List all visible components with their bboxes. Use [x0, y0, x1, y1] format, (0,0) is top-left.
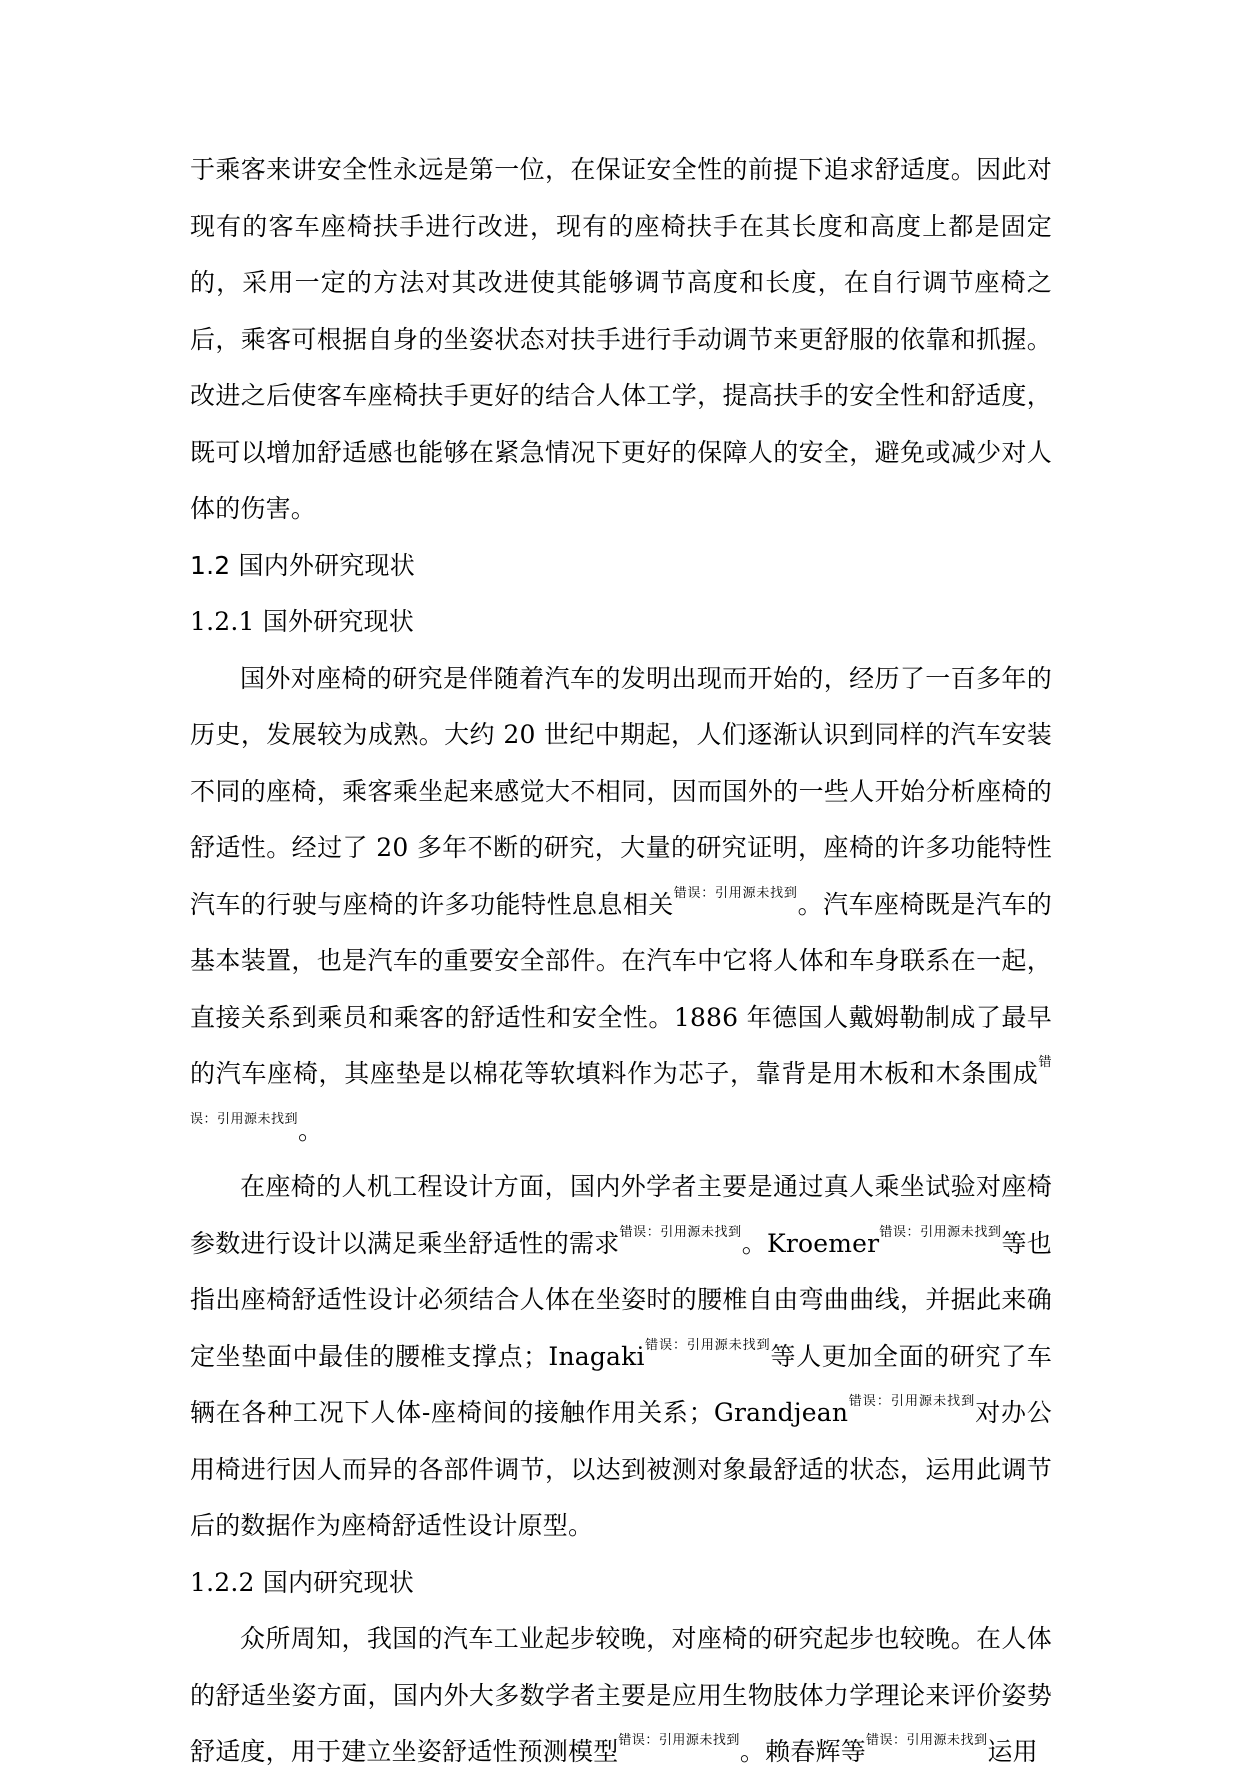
citation-error: 错误：引用源未找到 — [644, 1337, 771, 1353]
citation-error: 错误：引用源未找到 — [865, 1733, 988, 1748]
paragraph-domestic — [190, 1611, 1052, 1781]
citation-error: 错误：引用源未找到 — [619, 1224, 742, 1240]
text-run: 运用 — [987, 1737, 1038, 1766]
body-text — [190, 142, 1052, 1781]
text-run: 国外对座椅的研究是伴随着汽车的发明出现而开始的，经历了一百多年的历史，发展较为成熟。大约 20 世纪中期起，人们逐渐认识到同样的汽车安装不同的座椅，乘客乘坐起来感觉大不相同，因而国外的一些人开始分析座椅的舒适性。经过了 20 多年不断的研究，大量的研究证明，座椅的许多功能特性汽车的行驶与座椅的许多功能特性息息相关 — [190, 663, 1052, 919]
citation-error: 错误：引用源未找到 — [879, 1224, 1002, 1240]
paragraph-intro: 于乘客来讲安全性永远是第一位，在保证安全性的前提下追求舒适度。因此对现有的客车座椅扶手进行改进，现有的座椅扶手在其长度和高度上都是固定的，采用一定的方法对其改进使其能够调节高度和长度，在自行调节座椅之后，乘客可根据自身的坐姿状态对扶手进行手动调节来更舒服的依靠和抓握。改进之后使客车座椅扶手更好的结合人体工学，提高扶手的安全性和舒适度，既可以增加舒适感也能够在紧急情况下更好的保障人的安全，避免或减少对人体的伤害。 — [190, 155, 1052, 523]
text-run: 在座椅的人机工程设计方面，国内外学者主要是通过真人乘坐试验对座椅参数进行设计以满足乘坐舒适性的需求 — [190, 1172, 1052, 1258]
citation-error: 错误：引用源未找到 — [848, 1394, 976, 1409]
citation-error: 错误：引用源未找到 — [673, 885, 798, 901]
paragraph-foreign-history — [190, 651, 1052, 1160]
citation-error: 错误：引用源未找到 — [618, 1733, 740, 1748]
citation-error: 错误：引用源未找到 — [190, 1055, 1052, 1127]
text-run: 。汽车座椅既是汽车的基本装置，也是汽车的重要安全部件。在汽车中它将人体和车身联系在一起，直接关系到乘员和乘客的舒适性和安全性。1886 年德国人戴姆勒制成了最早的汽车座椅，其座垫是以棉花等软填料作为芯子，靠背是用木板和木条围成 — [190, 889, 1052, 1088]
subsection-heading-foreign: 1.2.1 国外研究现状 — [190, 607, 414, 636]
text-run: 等也指出座椅舒适性设计必须结合人体在坐姿时的腰椎自由弯曲曲线，并据此来确定坐垫面中最佳的腰椎支撑点；Inagaki — [190, 1228, 1052, 1371]
text-run: 众所周知，我国的汽车工业起步较晚，对座椅的研究起步也较晚。在人体的舒适坐姿方面，国内外大多数学者主要是应用生物肢体力学理论来评价姿势舒适度，用于建立坐姿舒适性预测模型 — [190, 1624, 1052, 1766]
subsection-heading-domestic: 1.2.2 国内研究现状 — [190, 1567, 414, 1597]
text-run: 。 — [298, 1115, 324, 1145]
text-run: 。Kroemer — [741, 1228, 880, 1258]
section-heading: 1.2 国内外研究现状 — [190, 550, 415, 580]
text-run: 。赖春辉等 — [739, 1737, 866, 1766]
text-run: 等人更加全面的研究了车辆在各种工况下人体-座椅间的接触作用关系；Grandjean — [190, 1341, 1053, 1427]
paragraph-ergonomics — [190, 1159, 1052, 1555]
text-run: 对办公用椅进行因人而异的各部件调节，以达到被测对象最舒适的状态，运用此调节后的数据作为座椅舒适性设计原型。 — [190, 1398, 1052, 1540]
